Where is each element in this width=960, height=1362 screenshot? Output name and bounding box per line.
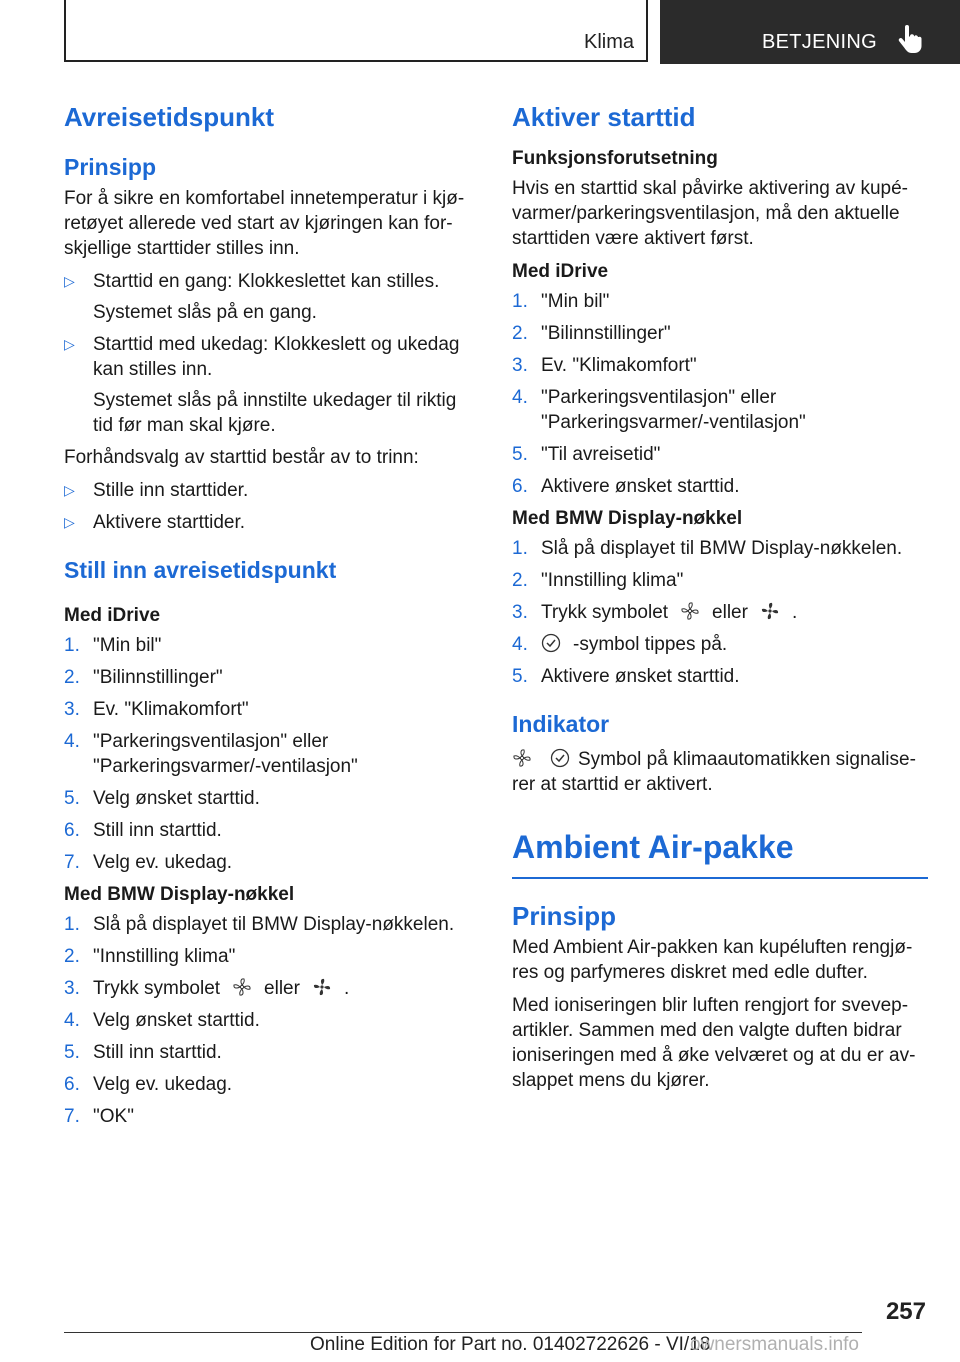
step-number: 5. bbox=[64, 788, 80, 809]
step-text: "Innstilling klima" bbox=[93, 946, 236, 967]
indicator-description: Symbol på klimaautomatikken signaliserer at starttid er aktivert. bbox=[512, 749, 916, 795]
ambient-principle-heading: Prinsipp bbox=[512, 901, 617, 931]
step-item bbox=[64, 818, 480, 843]
step-text: eller bbox=[712, 602, 748, 623]
step-number: 3. bbox=[64, 699, 80, 720]
step-number: 5. bbox=[64, 1042, 80, 1063]
step-number: 2. bbox=[64, 667, 80, 688]
step-item bbox=[512, 442, 928, 467]
step-text: Aktivere ønsket starttid. bbox=[541, 666, 740, 687]
step-number: 2. bbox=[512, 570, 528, 591]
step-number: 5. bbox=[512, 444, 528, 465]
step-item bbox=[64, 729, 480, 779]
step-item bbox=[64, 697, 480, 722]
set-departure-heading: Still inn avreisetidspunkt bbox=[64, 557, 337, 583]
step-item bbox=[64, 912, 480, 937]
indicator-text bbox=[512, 747, 928, 797]
page-number: 257 bbox=[885, 1298, 926, 1325]
display-key-steps bbox=[64, 912, 480, 1129]
step-text: Slå på displayet til BMW Display-nøkkelen. bbox=[93, 914, 455, 935]
step-text: "Bilinnstillinger" bbox=[93, 667, 223, 688]
requirement-text: Hvis en starttid skal påvirke aktivering av kupévarmer/parkeringsventilasjon, må den aktuelle starttiden være aktivert først. bbox=[512, 178, 908, 249]
step-text: eller bbox=[264, 978, 300, 999]
step-item bbox=[512, 600, 928, 625]
step-number: 4. bbox=[64, 1010, 80, 1031]
step-item bbox=[64, 850, 480, 875]
step-number: 2. bbox=[512, 323, 528, 344]
hand-pointer-icon bbox=[896, 24, 922, 54]
bullet-marker: ▷ bbox=[64, 514, 75, 530]
step-number: 4. bbox=[64, 731, 80, 752]
section-title: Klima bbox=[583, 31, 634, 53]
step-text: Trykk symbolet bbox=[541, 602, 669, 623]
idrive-label: Med iDrive bbox=[64, 605, 161, 626]
step-item bbox=[512, 568, 928, 593]
step-number: 1. bbox=[512, 291, 528, 312]
ambient-text-2: Med ioniseringen blir luften rengjort for svevepartikler. Sammen med den valgte duften bidrar ioniseringen med å øke velværet og at du er avslappet mens du kjører. bbox=[512, 995, 916, 1091]
principle-text: For å sikre en komfortabel innetemperatur i kjøretøyet allerede ved start av kjøringen kan forskjellige starttider stilles inn. bbox=[64, 188, 465, 259]
list-item bbox=[64, 269, 480, 325]
step-text: Velg ønsket starttid. bbox=[93, 788, 260, 809]
step-item bbox=[64, 633, 480, 658]
preselect-text: Forhåndsvalg av starttid består av to trinn: bbox=[64, 447, 419, 468]
list-item bbox=[64, 478, 480, 503]
step-text: Still inn starttid. bbox=[93, 820, 222, 841]
step-item bbox=[512, 632, 928, 657]
step-number: 4. bbox=[512, 387, 528, 408]
requirement-label: Funksjonsforutsetning bbox=[512, 148, 718, 169]
step-text: "Parkeringsventilasjon" eller "Parkeringsvarmer/-ventilasjon" bbox=[93, 731, 358, 777]
display-key-steps bbox=[512, 536, 928, 689]
indicator-heading: Indikator bbox=[512, 711, 610, 737]
step-number: 1. bbox=[64, 635, 80, 656]
step-text: "Min bil" bbox=[93, 635, 162, 656]
section-heading-departure: Avreisetidspunkt bbox=[64, 102, 274, 132]
list-item-text: Stille inn starttider. bbox=[93, 480, 249, 501]
bullet-marker: ▷ bbox=[64, 336, 75, 352]
step-item bbox=[64, 665, 480, 690]
step-text: "Bilinnstillinger" bbox=[541, 323, 671, 344]
footer-edition: Online Edition for Part no. 01402722626 - VI/18 bbox=[310, 1334, 711, 1355]
bullet-list bbox=[64, 269, 480, 438]
step-item bbox=[512, 353, 928, 378]
ambient-air-heading: Ambient Air-pakke bbox=[512, 829, 794, 865]
idrive-label: Med iDrive bbox=[512, 261, 609, 282]
footer-watermark: ownersmanuals.info bbox=[690, 1334, 859, 1355]
step-text: Velg ev. ukedag. bbox=[93, 1074, 233, 1095]
step-number: 2. bbox=[64, 946, 80, 967]
step-text: -symbol tippes på. bbox=[573, 634, 728, 655]
page-header bbox=[0, 0, 960, 66]
step-number: 6. bbox=[512, 476, 528, 497]
step-number: 3. bbox=[64, 978, 80, 999]
fan-outline-icon bbox=[512, 748, 532, 768]
footer-divider bbox=[64, 1332, 862, 1333]
step-item bbox=[64, 1104, 480, 1129]
step-text: Ev. "Klimakomfort" bbox=[93, 699, 249, 720]
step-text: Still inn starttid. bbox=[93, 1042, 222, 1063]
list-item-text: Aktivere starttider. bbox=[93, 512, 246, 533]
list-item-subtext: Systemet slås på en gang. bbox=[93, 302, 317, 323]
step-item bbox=[512, 664, 928, 689]
step-item bbox=[512, 321, 928, 346]
list-item bbox=[64, 510, 480, 535]
fan-outline-icon bbox=[680, 601, 700, 621]
step-number: 3. bbox=[512, 355, 528, 376]
step-text: . bbox=[791, 602, 798, 623]
step-number: 7. bbox=[64, 852, 80, 873]
chapter-tab bbox=[660, 0, 960, 64]
step-number: 7. bbox=[64, 1106, 80, 1127]
chapter-title: BETJENING bbox=[762, 31, 877, 53]
heading-divider bbox=[512, 877, 928, 879]
idrive-steps bbox=[64, 633, 480, 875]
step-text: "OK" bbox=[93, 1106, 134, 1127]
check-circle-icon bbox=[541, 633, 561, 653]
step-number: 6. bbox=[64, 820, 80, 841]
step-text: Aktivere ønsket starttid. bbox=[541, 476, 740, 497]
ambient-text-1: Med Ambient Air-pakken kan kupéluften rengjøres og parfymeres diskret med edle dufter. bbox=[512, 937, 913, 983]
step-text: Ev. "Klimakomfort" bbox=[541, 355, 697, 376]
step-text: Slå på displayet til BMW Display-nøkkelen. bbox=[541, 538, 903, 559]
display-key-label: Med BMW Display-nøkkel bbox=[512, 508, 743, 529]
step-text: Trykk symbolet bbox=[93, 978, 221, 999]
step-text: . bbox=[343, 978, 350, 999]
list-item-text: Starttid en gang: Klokkeslettet kan stilles. bbox=[93, 271, 440, 292]
list-item bbox=[64, 332, 480, 438]
step-text: "Innstilling klima" bbox=[541, 570, 684, 591]
step-number: 3. bbox=[512, 602, 528, 623]
step-item bbox=[512, 289, 928, 314]
step-item bbox=[64, 1072, 480, 1097]
fan-filled-icon bbox=[760, 601, 780, 621]
right-column bbox=[512, 100, 928, 1101]
step-item bbox=[64, 944, 480, 969]
section-tab bbox=[64, 0, 648, 62]
step-item bbox=[64, 786, 480, 811]
step-item bbox=[64, 976, 480, 1001]
step-number: 4. bbox=[512, 634, 528, 655]
fan-filled-icon bbox=[312, 977, 332, 997]
bullet-marker: ▷ bbox=[64, 482, 75, 498]
step-item bbox=[512, 385, 928, 435]
bullet-marker: ▷ bbox=[64, 273, 75, 289]
step-text: "Min bil" bbox=[541, 291, 610, 312]
section-heading-activate: Aktiver starttid bbox=[512, 102, 696, 132]
step-item bbox=[512, 474, 928, 499]
list-item-text: Starttid med ukedag: Klokkeslett og ukedag kan stilles inn. bbox=[93, 334, 460, 380]
check-circle-icon bbox=[550, 748, 570, 768]
step-number: 1. bbox=[512, 538, 528, 559]
step-text: "Til avreisetid" bbox=[541, 444, 661, 465]
step-number: 1. bbox=[64, 914, 80, 935]
principle-heading: Prinsipp bbox=[64, 154, 157, 180]
bullet-list bbox=[64, 478, 480, 535]
step-item bbox=[64, 1008, 480, 1033]
step-number: 5. bbox=[512, 666, 528, 687]
display-key-label: Med BMW Display-nøkkel bbox=[64, 884, 295, 905]
fan-outline-icon bbox=[232, 977, 252, 997]
step-item bbox=[64, 1040, 480, 1065]
step-item bbox=[512, 536, 928, 561]
step-text: "Parkeringsventilasjon" eller "Parkeringsvarmer/-ventilasjon" bbox=[541, 387, 806, 433]
idrive-steps bbox=[512, 289, 928, 499]
step-number: 6. bbox=[64, 1074, 80, 1095]
step-text: Velg ønsket starttid. bbox=[93, 1010, 260, 1031]
step-text: Velg ev. ukedag. bbox=[93, 852, 233, 873]
list-item-subtext: Systemet slås på innstilte ukedager til riktig tid før man skal kjøre. bbox=[93, 390, 457, 436]
left-column bbox=[64, 100, 480, 1136]
